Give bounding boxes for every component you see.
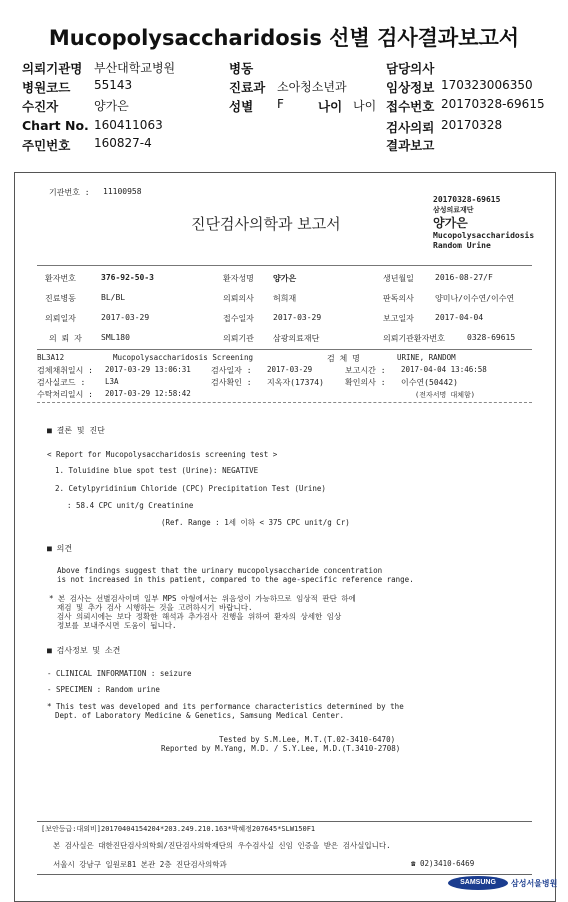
header-label: 의뢰기관명 (22, 61, 83, 76)
document-title: 진단검사의학과 보고서 (191, 215, 341, 233)
header-label: 주민번호 (22, 138, 71, 153)
info-label: 확인의사 : (345, 378, 386, 387)
patient-value: 376-92-50-3 (101, 273, 154, 282)
sticker-line: 삼성의료재단 (433, 206, 474, 214)
institution-number: 11100958 (103, 187, 142, 196)
patient-value: 2016-08-27/F (435, 273, 493, 282)
header-label: 결과보고 (386, 138, 435, 153)
development-note: * This test was developed and its performance characteristics determined by the (47, 702, 404, 711)
info-value: 2017-03-29 12:58:42 (105, 389, 191, 398)
patient-value: 양미나/이수연/이수연 (435, 294, 515, 303)
opinion-line: is not increased in this patient, compared to the age-specific reference range. (57, 575, 414, 584)
header-value: 나이 (353, 99, 377, 113)
divider (37, 402, 532, 403)
sticker-line: 20170328-69615 (433, 195, 501, 204)
hospital-name: 삼성서울병원 (511, 879, 558, 888)
report-title: Mucopolysaccharidosis 선별 검사결과보고서 (48, 26, 520, 50)
info-value: 2017-03-29 13:06:31 (105, 365, 191, 374)
certification-line: 본 검사실은 대한진단검사의학회/진단검사의학재단의 우수검사실 신임 인증을 받은 검사실입니다. (53, 841, 391, 850)
phone-number: ☎ 02)3410-6469 (411, 859, 475, 868)
info-value: 2017-03-29 (267, 365, 313, 374)
specimen-label: 검 체 명 (327, 354, 360, 363)
info-label: 검사실코드 : (37, 378, 86, 387)
note-line: 검사 의뢰시에는 보다 정확한 해석과 추가검사 진행을 위하여 환자의 상세한 임상 (57, 612, 342, 621)
header-value: 소아청소년과 (277, 80, 347, 94)
specimen-info: - SPECIMEN : Random urine (47, 685, 160, 694)
divider (37, 265, 532, 266)
patient-value: 삼광의료재단 (273, 334, 320, 343)
section-heading: ■ 의견 (47, 544, 73, 553)
info-value: 2017-04-04 13:46:58 (401, 365, 487, 374)
section-heading: ■ 결론 및 진단 (47, 426, 105, 435)
specimen-name: URINE, RANDOM (397, 353, 456, 362)
clinical-info: - CLINICAL INFORMATION : seizure (47, 669, 192, 678)
header-label: 병원코드 (22, 80, 71, 95)
header-label: 임상정보 (386, 80, 435, 95)
opinion-line: Above findings suggest that the urinary mucopolysaccharide concentration (57, 566, 383, 575)
section-heading: ■ 검사정보 및 소견 (47, 646, 121, 655)
header-value: 55143 (94, 78, 133, 92)
header-label: 진료과 (229, 80, 266, 95)
report-heading: < Report for Mucopolysaccharidosis screening test > (47, 450, 278, 459)
info-label: 검사확인 : (211, 378, 252, 387)
header-label: Chart No. (22, 118, 89, 133)
header-label: 나이 (318, 99, 343, 114)
info-value: 이수연(50442) (401, 378, 458, 387)
patient-value: BL/BL (101, 293, 126, 302)
scanned-report (14, 172, 556, 902)
note-line: 정보를 보내주시면 도움이 됩니다. (57, 621, 177, 630)
patient-label: 의뢰의사 (223, 294, 254, 303)
result-item: 1. Toluidine blue spot test (Urine): NEGATIVE (55, 466, 259, 475)
info-label: 보고시간 : (345, 366, 386, 375)
patient-label: 환자성명 (223, 274, 254, 283)
divider (37, 349, 532, 350)
patient-label: 진료병동 (45, 294, 76, 303)
footer (37, 821, 532, 875)
patient-label: 보고일자 (383, 314, 414, 323)
test-code: BL3A12 (37, 353, 65, 362)
patient-label: 접수일자 (223, 314, 254, 323)
header-value: F (277, 97, 284, 111)
specimen-label-sticker (433, 195, 551, 250)
header-label: 수진자 (22, 99, 59, 114)
institution-number-label: 기관번호 : (49, 188, 90, 197)
header-value: 부산대학교병원 (94, 61, 176, 75)
info-label: 수탁처리일시 : (37, 390, 94, 399)
header-value: 160411063 (94, 118, 163, 132)
patient-value: 2017-03-29 (273, 313, 322, 322)
result-item: 2. Cetylpyridinium Chloride (CPC) Precipitation Test (Urine) (55, 484, 326, 493)
sticker-line: 양가은 (433, 216, 468, 230)
patient-value: 2017-04-04 (435, 313, 484, 322)
header-value: 20170328-69615 (441, 97, 545, 111)
sticker-line: Mucopolysaccharidosis (433, 231, 535, 240)
development-note: Dept. of Laboratory Medicine & Genetics, Samsung Medical Center. (55, 711, 344, 720)
header-value: 20170328 (441, 118, 503, 132)
patient-value: 2017-03-29 (101, 313, 150, 322)
header-value: 160827-4 (94, 136, 152, 150)
patient-label: 의뢰기관환자번호 (383, 334, 445, 343)
patient-label: 의 뢰 자 (49, 334, 82, 343)
patient-label: 의뢰기관 (223, 334, 254, 343)
patient-label: 생년월일 (383, 274, 414, 283)
patient-value: 허희재 (273, 294, 297, 303)
header-value: 170323006350 (441, 78, 533, 92)
header-label: 성별 (229, 99, 254, 114)
patient-value: 양가은 (273, 274, 297, 283)
header-label: 담당의사 (386, 61, 435, 76)
patient-label: 의뢰일자 (45, 314, 76, 323)
test-name: Mucopolysaccharidosis Screening (113, 353, 253, 362)
security-line: [보안등급:대외비]20170404154204*203.249.210.163*박혜정207645*SLW150F1 (41, 825, 316, 833)
e-signature-note: (전자서명 대체함) (415, 391, 475, 399)
header-label: 접수번호 (386, 99, 435, 114)
patient-label: 판독의사 (383, 294, 414, 303)
tested-by: Tested by S.M.Lee, M.T.(T.02-3410-6470) (219, 735, 396, 744)
info-label: 검사일자 : (211, 366, 252, 375)
patient-value: 0328-69615 (467, 333, 516, 342)
patient-value: SML180 (101, 333, 130, 342)
address-line: 서울시 강남구 일원로81 본관 2층 진단검사의학과 (53, 860, 227, 869)
reported-by: Reported by M.Yang, M.D. / S.Y.Lee, M.D.(T.3410-2708) (161, 744, 401, 753)
result-value: : 58.4 CPC unit/g Creatinine (67, 501, 194, 510)
info-value: L3A (105, 377, 119, 386)
sticker-line: Random Urine (433, 241, 491, 250)
info-value: 지옥자(17374) (267, 378, 324, 387)
header-value: 양가은 (94, 99, 129, 113)
samsung-logo: SAMSUNG (448, 876, 508, 890)
header-label: 병동 (229, 61, 254, 76)
header-label: 검사의뢰 (386, 120, 435, 135)
info-label: 검체채취일시 : (37, 366, 94, 375)
note-line: 재검 및 추가 검사 시행하는 것을 고려하시기 바랍니다. (57, 603, 253, 612)
patient-label: 환자번호 (45, 274, 76, 283)
note-line: * 본 검사는 선별검사이며 일부 MPS 아형에서는 위음성이 가능하므로 임상적 판단 하에 (49, 594, 356, 603)
reference-range: (Ref. Range : 1세 이하 < 375 CPC unit/g Cr) (161, 518, 350, 527)
